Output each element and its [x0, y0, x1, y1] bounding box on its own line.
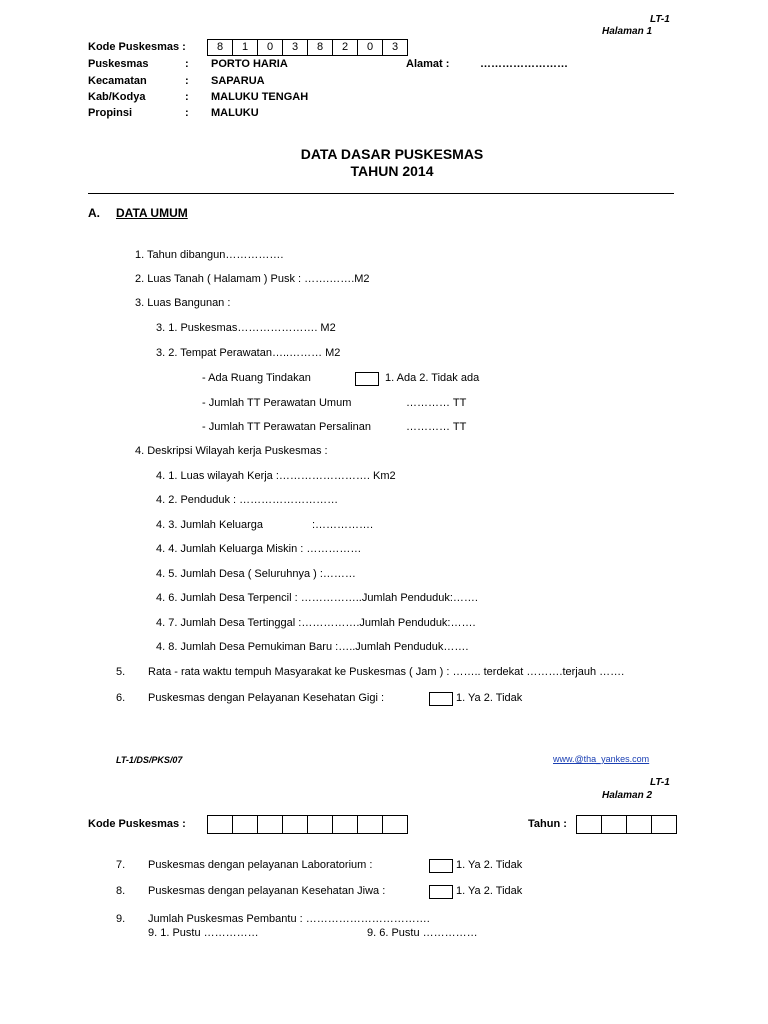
tt-persalinan-label: - Jumlah TT Perawatan Persalinan — [202, 421, 371, 433]
item-1: 1. Tahun dibangun……………. — [135, 249, 284, 261]
ruang-tindakan-options: 1. Ada 2. Tidak ada — [385, 372, 480, 384]
doc-title-line1: DATA DASAR PUSKESMAS — [300, 146, 484, 162]
item-4-3-label: 4. 3. Jumlah Keluarga — [156, 519, 264, 531]
section-title: DATA UMUM — [116, 206, 188, 220]
tahun-digit-input[interactable] — [652, 816, 676, 833]
ruang-tindakan-checkbox[interactable] — [355, 372, 379, 386]
alamat-label: Alamat : — [406, 58, 450, 70]
item-4-5: 4. 5. Jumlah Desa ( Seluruhnya ) :……… — [156, 568, 356, 580]
item-3-1: 3. 1. Puskesmas…………………. M2 — [156, 322, 336, 334]
tahun-box — [576, 815, 677, 834]
item-3-2: 3. 2. Tempat Perawatan…..……… M2 — [156, 347, 341, 359]
tt-umum-label: - Jumlah TT Perawatan Umum — [202, 397, 352, 409]
kode-digit-input[interactable] — [333, 816, 358, 833]
title-divider — [88, 193, 674, 194]
item-9-1: 9. 1. Pustu …………… — [148, 927, 259, 939]
gigi-options: 1. Ya 2. Tidak — [456, 692, 523, 704]
item-4-6: 4. 6. Jumlah Desa Terpencil : ……………..Jumlah Penduduk:……. — [156, 592, 478, 604]
kode-puskesmas-box — [207, 39, 408, 56]
kecamatan-value: SAPARUA — [211, 75, 265, 87]
item-4-4: 4. 4. Jumlah Keluarga Miskin : …………… — [156, 543, 362, 555]
kode-digit-input[interactable] — [258, 816, 283, 833]
kode-digit: 0 — [358, 40, 383, 55]
kesehatan-jiwa-options: 1. Ya 2. Tidak — [456, 885, 523, 897]
tahun-digit-input[interactable] — [602, 816, 627, 833]
section-letter: A. — [88, 206, 100, 220]
form-code: LT-1 — [650, 14, 670, 25]
propinsi-value: MALUKU — [211, 107, 259, 119]
kode-digit-input[interactable] — [308, 816, 333, 833]
tahun-digit-input[interactable] — [627, 816, 652, 833]
kode-digit-input[interactable] — [358, 816, 383, 833]
tt-persalinan-value: ………… TT — [406, 421, 467, 433]
kode-digit: 8 — [208, 40, 233, 55]
kesehatan-jiwa-checkbox[interactable] — [429, 885, 453, 899]
item-4-3-value: :……………. — [312, 519, 374, 531]
alamat-value: …………………… — [480, 58, 568, 70]
form-code-page2: LT-1 — [650, 777, 670, 788]
item-6-number: 6. — [116, 692, 126, 704]
kode-puskesmas-label: Kode Puskesmas : — [88, 41, 186, 53]
laboratorium-options: 1. Ya 2. Tidak — [456, 859, 523, 871]
kode-digit-input[interactable] — [208, 816, 233, 833]
item-4: 4. Deskripsi Wilayah kerja Puskesmas : — [135, 445, 328, 457]
kode-puskesmas-box-page2 — [207, 815, 408, 834]
item-9-number: 9. — [116, 913, 126, 925]
kecamatan-label: Kecamatan — [88, 75, 147, 87]
tahun-digit-input[interactable] — [577, 816, 602, 833]
item-4-8: 4. 8. Jumlah Desa Pemukiman Baru :…..Jumlah Penduduk……. — [156, 641, 469, 653]
kode-digit-input[interactable] — [383, 816, 407, 833]
item-7-number: 7. — [116, 859, 126, 871]
colon: : — [185, 58, 189, 70]
footer-website-link[interactable]: www.@tha_yankes.com — [553, 754, 650, 764]
footer-form-ref: LT-1/DS/PKS/07 — [116, 755, 183, 765]
item-5: Rata - rata waktu tempuh Masyarakat ke Puskesmas ( Jam ) : …….. terdekat ……….terjauh ……. — [148, 666, 625, 678]
item-9-6: 9. 6. Pustu …………… — [367, 927, 478, 939]
page-label: Halaman 1 — [602, 26, 653, 37]
laboratorium-checkbox[interactable] — [429, 859, 453, 873]
item-8-number: 8. — [116, 885, 126, 897]
item-3: 3. Luas Bangunan : — [135, 297, 231, 309]
puskesmas-value: PORTO HARIA — [211, 58, 288, 70]
item-4-2: 4. 2. Penduduk : ……………………… — [156, 494, 339, 506]
item-8: Puskesmas dengan pelayanan Kesehatan Jiwa : — [148, 885, 386, 897]
kode-puskesmas-label-page2: Kode Puskesmas : — [88, 818, 186, 830]
item-5-number: 5. — [116, 666, 126, 678]
tahun-label: Tahun : — [528, 818, 567, 830]
ruang-tindakan-label: - Ada Ruang Tindakan — [202, 372, 311, 384]
item-4-1: 4. 1. Luas wilayah Kerja :……………………. Km2 — [156, 470, 396, 482]
colon: : — [185, 75, 189, 87]
kode-digit: 3 — [391, 41, 399, 53]
kode-digit: 8 — [308, 40, 333, 55]
item-6: Puskesmas dengan Pelayanan Kesehatan Gigi : — [148, 692, 385, 704]
item-9: Jumlah Puskesmas Pembantu : ……………………………. — [148, 913, 430, 925]
kode-digit-input[interactable] — [233, 816, 258, 833]
item-2: 2. Luas Tanah ( Halamam ) Pusk : …….…….M2 — [135, 273, 370, 285]
puskesmas-label: Puskesmas — [88, 58, 149, 70]
kode-digit: 3 — [283, 40, 308, 55]
colon: : — [185, 91, 189, 103]
page-label-page2: Halaman 2 — [602, 790, 653, 801]
item-4-7: 4. 7. Jumlah Desa Tertinggal :…………….Jumlah Penduduk:……. — [156, 617, 476, 629]
gigi-checkbox[interactable] — [429, 692, 453, 706]
item-7: Puskesmas dengan pelayanan Laboratorium : — [148, 859, 373, 871]
colon: : — [185, 107, 189, 119]
kab-value: MALUKU TENGAH — [211, 91, 309, 103]
kode-digit: 1 — [233, 40, 258, 55]
kab-label: Kab/Kodya — [88, 91, 146, 103]
kode-digit: 0 — [258, 40, 283, 55]
kode-digit: 2 — [333, 40, 358, 55]
kode-digit-input[interactable] — [283, 816, 308, 833]
tt-umum-value: ………… TT — [406, 397, 467, 409]
doc-title-line2: TAHUN 2014 — [350, 163, 434, 179]
propinsi-label: Propinsi — [88, 107, 133, 119]
